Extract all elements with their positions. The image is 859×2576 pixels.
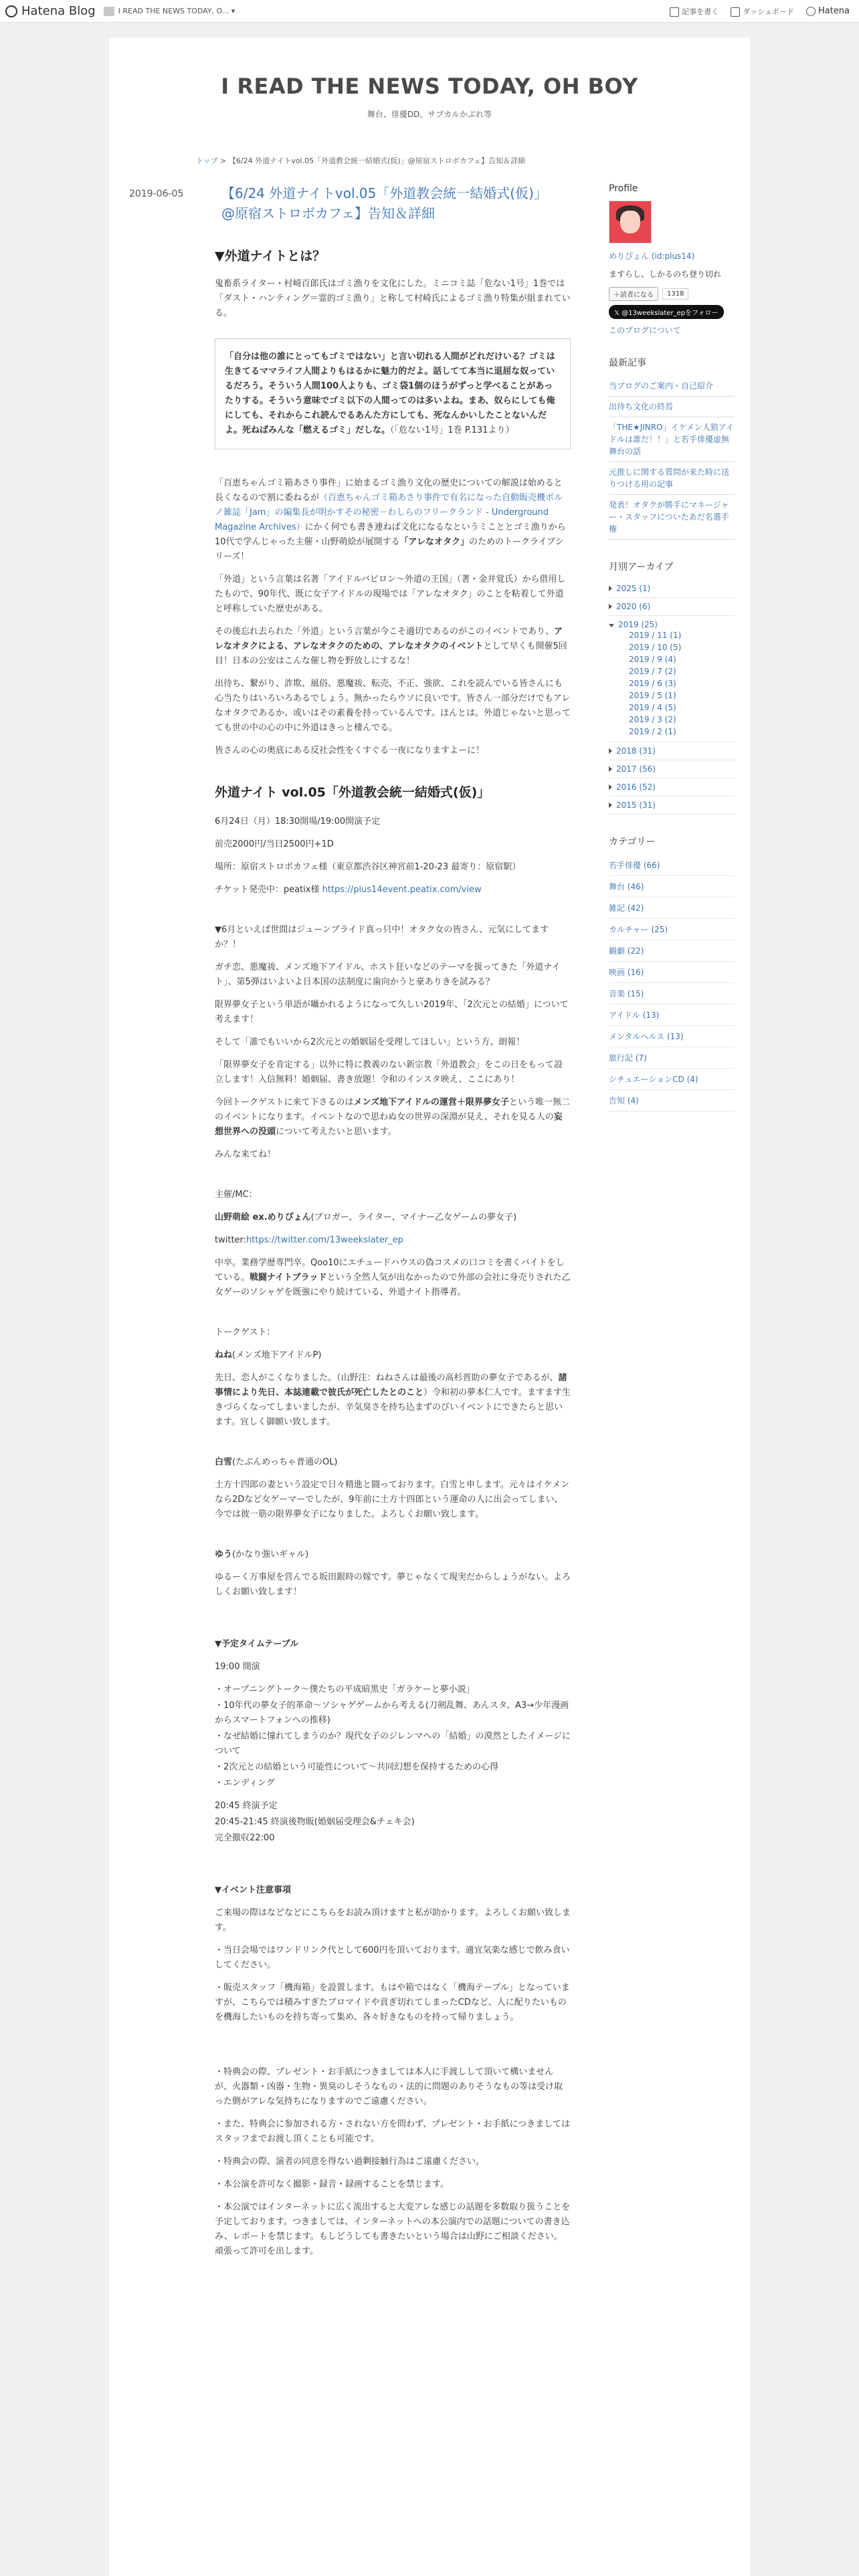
archive-month[interactable]: 2019 / 4 (5)	[629, 703, 676, 712]
archive-heading: 月別アーカイブ	[609, 562, 674, 572]
recent-entry-link[interactable]: 出待ち文化の終焉	[609, 397, 735, 417]
paragraph: そして「誰でもいいから2次元との婚姻届を受理してほしい」という方、朗報！	[215, 1037, 525, 1047]
notice-item: ・販売スタッフ「機海箱」を設置します。もはや箱ではなく「機海テーブル」となっていますが、こちらでは積みすぎたブロマイドや貢ぎ切れてしまったCDなど、人に配りたいものを機海したいものを持ち寄って集め、各々好きなものを持って帰りましょう。	[215, 1983, 570, 2022]
sidebar	[609, 183, 735, 1111]
notice-item: ・本公演ではインターネットに広く流出すると大変アレな感じの話題を多数取り扱うことを予定しております。つきましては、インターネットへの本公演内での話題についての書き込み、レポートを禁じます。もしどうしても書きたいという場合は山野にご相談ください。頑張って許可を出します。	[215, 2202, 571, 2256]
page-container	[109, 37, 750, 2576]
paragraph: みんな来てね！	[215, 1150, 276, 1160]
paragraph: 今回トークゲストに来て下さるのはメンズ地下アイドルの運営＋限界夢女子という唯一無二のイベントになります。イベントなので思わぬ女の世界の深淵が見え、それを見る人の妄想世界への没頭について考えたいと思います。	[215, 1097, 570, 1137]
paragraph: 「限界夢女子を肯定する」以外に特に教義のない新宗教「外道教会」をこの日をもって設立します！入信無料！婚姻届、書き放題！令和のインスタ映え、ここにあり！	[215, 1060, 563, 1085]
paragraph: ▼6月といえば世間はジューンブライド真っ只中！オタク女の皆さん、元気にしてますか？！	[215, 925, 549, 950]
quote-block	[215, 338, 571, 449]
timetable-item: 完全撤収22:00	[215, 1833, 275, 1843]
archive-month[interactable]: 2019 / 11 (1)	[629, 631, 682, 640]
hatena-blog-logo[interactable]: Hatena Blog	[5, 4, 96, 18]
category-link[interactable]: メンタルヘルス (13)	[609, 1026, 735, 1047]
guest-description: ゆるーく万事屋を営んでる坂田銀時の嫁です。夢じゃなくて現実だからしょうがない。よろしくお願い致します！	[215, 1572, 571, 1597]
category-link[interactable]: 告知 (4)	[609, 1090, 735, 1111]
paragraph: その後忘れ去られた「外道」という言葉が今こそ適切であるのがこのイベントであり、アレなオタクによる、アレなオタクのための、アレなオタクのイベントとして早くも開催5回目！日本の公安はこんな催し物を野放しにするな！	[215, 627, 567, 666]
caret-right-icon	[609, 586, 612, 591]
category-link[interactable]: 雑記 (42)	[609, 897, 735, 919]
paragraph: ガチ恋、悪魔祓、メンズ地下アイドル、ホスト狂いなどのテーマを扱ってきた「外道ナイト」、第5弾はいよいよ日本国の法制度に歯向かうと豪ありきを試みる？	[215, 962, 561, 987]
category-link[interactable]: カルチャー (25)	[609, 919, 735, 940]
category-link[interactable]: 映画 (16)	[609, 962, 735, 983]
archive-link[interactable]: （百恵ちゃんゴミ箱あさり事件で有名になった自動販売機ポルノ雑誌「Jam」の編集長が明かすその秘密－わしらのフリークランド - Underground Magazine Archives）	[215, 493, 563, 532]
timetable-item: ・10年代の夢女子的革命〜ソシャゲゲームから考える(刀剣乱舞、あんスタ、A3→少年漫画からスマートフォンへの推移)	[215, 1701, 569, 1725]
blog-selector[interactable]: I READ THE NEWS TODAY, O... ▾	[104, 7, 235, 16]
timetable-item: 20:45 終演予定	[215, 1801, 278, 1811]
entry-date[interactable]: 2019-06-05	[129, 189, 184, 199]
category-link[interactable]: アイドル (13)	[609, 1004, 735, 1026]
paragraph: 限界夢女子という単語が囁かれるようになって久しい2019年、「2次元との結婚」について考えます！	[215, 1000, 569, 1025]
profile-id-link[interactable]: めりぴょん (id:plus14)	[609, 251, 695, 261]
notice-item: ・本公演を許可なく撮影・録音・録画することを禁じます。	[215, 2179, 449, 2189]
about-blog-link[interactable]: このブログについて	[609, 326, 681, 335]
entry-content	[215, 249, 571, 2267]
event-heading: 外道ナイト vol.05「外道教会統一結婚式(仮)」	[215, 785, 490, 800]
guest-description: 土方十四郎の妻という設定で日々精進と闘っております。白雪と申します。元々はイケメンなら2Dなど女ゲーマーでしたが、9年前に土方十四郎という運命の人に出会ってしまい、今では彼一筋の限界夢女子になりました。よろしくお願い致します。	[215, 1480, 570, 1519]
archive-month[interactable]: 2019 / 9 (4)	[629, 655, 676, 664]
profile-heading: Profile	[609, 183, 638, 194]
notice-item: ・また、特典会に参加される方・されない方を問わず、プレゼント・お手紙につきましてはスタッフまでお渡し頂くことも可能です。	[215, 2119, 571, 2144]
guest-name: 白雪(たぶんめっちゃ普通のOL)	[215, 1457, 338, 1467]
timetable-item: 20:45-21:45 終演後物販(婚姻届受理会&チェキ会)	[215, 1817, 415, 1827]
host-name: 山野萌絵 ex.めりぴょん(ブロガー、ライター、マイナー乙女ゲームの夢女子)	[215, 1212, 517, 1222]
guest-name: ねね(メンズ地下アイドルP)	[215, 1350, 322, 1360]
quote-text: 「自分は他の誰にとってもゴミではない」と言い切れる人間がどれだけいる？ゴミは生きてるママライフ人間よりもはるかに魅力的だよ。話してて本当に退屈な奴っているだろう。そういう人間100人よりも、ゴミ袋1個のほうがずっと学べることがあったりする。そういう意味でゴミ以下の人間ってのは多いよね。まあ、奴らにしても俺にしても、それからこれ読んでるあんた方にしても、死なんかいしたことないんだよ。死ねばみんな「燃えるゴミ」だしな。	[225, 352, 555, 435]
archive-month[interactable]: 2019 / 7 (2)	[629, 667, 676, 676]
guest-label: トークゲスト：	[215, 1327, 276, 1337]
caret-down-icon	[609, 624, 614, 627]
recent-entry-link[interactable]: 発表！オタクが勝手にマネージャー・スタッフについたあだ名選手権	[609, 495, 735, 540]
notice-item: ・特典会の際、プレゼント・お手紙につきましては本人に手渡しして頂いて構いませんが、火器類・凶器・生物・異臭のしそうなもの・法的に問題のありそうなもの等は受け取った側がアレな気持ちになりますのでご遠慮ください。	[215, 2067, 563, 2107]
archive-year[interactable]: 2020 (6)	[609, 598, 735, 616]
blog-thumbnail-icon	[104, 7, 114, 16]
quote-source: （「危ない1号」1巻 P.131より）	[390, 425, 514, 435]
breadcrumb-separator: >	[220, 156, 227, 165]
category-link[interactable]: 旅行記 (7)	[609, 1047, 735, 1069]
recent-heading: 最新記事	[609, 358, 646, 368]
hatena-logo-icon	[5, 5, 17, 17]
notice-item: ・当日会場ではワンドリンク代として600円を頂いております。適宜気楽な感じで飲み食いしてください。	[215, 1945, 570, 1970]
hatena-icon	[806, 7, 816, 16]
chevron-down-icon: ▾	[229, 7, 235, 15]
section-heading: ▼外道ナイトとは？	[215, 249, 326, 263]
archive-year[interactable]: 2019 (25) 2019 / 11 (1) 2019 / 10 (5) 2019 / 9 (4) 2019 / 7 (2) 2019 / 6 (3) 2019 / 5 (1) 2019 / 4 (5) 2019 / 3 (2) 2019 / 2 (1)	[609, 616, 735, 742]
archive-year[interactable]: 2017 (56)	[609, 760, 735, 778]
archive-month[interactable]: 2019 / 10 (5)	[629, 643, 682, 652]
caret-right-icon	[609, 766, 612, 772]
event-venue: 場所：原宿ストロボカフェ様（東京都渋谷区神宮前1-20-23 最寄り：原宿駅）	[215, 862, 521, 872]
category-link[interactable]: シチュエーションCD (4)	[609, 1069, 735, 1090]
host-twitter: twitter:https://twitter.com/13weekslater_ep	[215, 1235, 403, 1245]
paragraph: 出待ち、繋がり、詐欺、風俗、悪魔祓、転売、不正、強欲、これを読んでいる皆さんにも心当たりはいろいろあるでしょう。無かったらウソに良いです。皆さん一部分だけでもアレなオタクであるか、或いはその素養を持っているんです。ほんとは。外道じゃないと思ってても世の中の心の中に外道はきっと棲んでる。	[215, 679, 571, 733]
caret-right-icon	[609, 604, 612, 609]
category-link[interactable]: 若手俳優 (66)	[609, 855, 735, 876]
entry-title[interactable]: 【6/24 外道ナイトvol.05「外道教会統一結婚式(仮)」@原宿ストロボカフェ】告知＆詳細	[221, 185, 547, 221]
archive-month[interactable]: 2019 / 5 (1)	[629, 691, 676, 700]
event-datetime: 6月24日（月）18:30開場/19:00開演予定	[215, 817, 381, 827]
notice-item: ご来場の際はなどなどにこちらをお読み頂けますと私が助かります。よろしくお願い致します。	[215, 1908, 571, 1933]
archive-month[interactable]: 2019 / 3 (2)	[629, 715, 676, 724]
breadcrumb	[196, 155, 525, 166]
breadcrumb-top-link[interactable]: トップ	[196, 156, 218, 165]
timetable-item: ・2次元との結婚という可能性について〜共同幻想を保持するための心得	[215, 1762, 499, 1772]
timetable-item: ・エンディング	[215, 1778, 275, 1788]
archive-year[interactable]: 2016 (52)	[609, 778, 735, 796]
twitter-link[interactable]: https://twitter.com/13weekslater_ep	[246, 1235, 403, 1245]
avatar[interactable]	[609, 201, 652, 243]
archive-month[interactable]: 2019 / 2 (1)	[629, 727, 676, 736]
profile-bio: ますらし、しかるのち登り切れ	[609, 270, 722, 279]
event-price: 前売2000円/当日2500円+1D	[215, 839, 334, 849]
recent-entry-link[interactable]: 元推しに関する質問が来た時に送りつける用の記事	[609, 462, 735, 495]
recent-entry-link[interactable]: 当ブログのご案内・自己紹介	[609, 376, 735, 397]
write-button[interactable]: 記事を書く	[670, 6, 719, 17]
archive-month[interactable]: 2019 / 6 (3)	[629, 679, 676, 688]
caret-right-icon	[609, 802, 612, 808]
archive-year[interactable]: 2025 (1)	[609, 580, 735, 598]
archive-year[interactable]: 2018 (31)	[609, 742, 735, 760]
notice-item: ・特典会の際、演者の同意を得ない過剰接触行為はご遠慮ください。	[215, 2157, 485, 2167]
breadcrumb-current: 【6/24 外道ナイトvol.05「外道教会統一結婚式(仮)」@原宿ストロボカフェ】告知＆詳細	[228, 156, 526, 165]
x-icon: 𝕏	[614, 310, 622, 317]
guest-name: ゆう(かなり強いギャル)	[215, 1549, 309, 1560]
notice-heading: ▼イベント注意事項	[215, 1885, 291, 1895]
blog-description: 舞台、俳優DD。サブカルかぶれ等	[367, 110, 492, 119]
subscribe-button[interactable]: ＋読者になる	[609, 287, 658, 301]
caret-right-icon	[609, 748, 612, 754]
pencil-icon	[670, 7, 679, 17]
guest-description: 先日、恋人がこくなりました。（山野注：ねねさんは最後の高杉晋助の夢女子であるが、諸事情により先日、本誌連載で彼氏が死亡したとのこと）令和初の夢本仁人です。ますます生きづらくなってしまいましたが、辛気臭さを持ち込まずのびいイベントにできたらと思います。宜しく御願い致します。	[215, 1373, 571, 1427]
host-label: 主催/MC：	[215, 1190, 258, 1200]
archive-year[interactable]: 2015 (31)	[609, 796, 735, 815]
x-follow-button[interactable]: 𝕏 @13weekslater_epをフォロー	[609, 305, 724, 319]
paragraph: 「百恵ちゃんゴミ箱あさり事件」に始まるゴミ漁り文化の歴史についての解説は始めると長くなるので割に委ねるが（百恵ちゃんゴミ箱あさり事件で有名になった自動販売機ポルノ雑誌「Jam」の編集長が明かすその秘密－わしらのフリークランド - Underground Magazine Archives）にかく何でも書き連ねば文化になるなというミこととゴミ漁りから10代で学んじゃった主催・山野萌絵が展開する「アレなオタク」のためのトークライブシリーズ！	[215, 478, 566, 562]
ticket-link[interactable]: https://plus14event.peatix.com/view	[322, 885, 482, 895]
timetable-item: ・なぜ結婚に憧れてしまうのか？現代女子のジレンマへの「結婚」の漠然としたイメージについて	[215, 1731, 571, 1756]
blog-title[interactable]: I READ THE NEWS TODAY, OH BOY	[221, 74, 638, 99]
global-header	[0, 0, 859, 23]
category-link[interactable]: 舞台 (46)	[609, 876, 735, 897]
timetable-heading: ▼予定タイムテーブル	[215, 1639, 299, 1649]
category-link[interactable]: 音楽 (15)	[609, 983, 735, 1004]
caret-right-icon	[609, 784, 612, 790]
category-link[interactable]: 観劇 (22)	[609, 940, 735, 962]
paragraph: 「外道」という言葉は名著「アイドルバビロン～外道の王国」（著・金井覚氏）から借用したもので、90年代、既に女子アイドルの現場では「アレなオタク」のことを粘着して外道と呼称していた歴史がある。	[215, 574, 566, 614]
category-heading: カテゴリー	[609, 837, 656, 847]
hatena-menu[interactable]: Hatena	[806, 6, 850, 16]
recent-entry-link[interactable]: 「THE★JINRO」イケメン人狼アイドルは誰だ！！」と若手俳優虚無舞台の話	[609, 417, 735, 462]
subscriber-count: 1318	[662, 288, 688, 300]
host-description: 中卒。業務学歴専門卒。Qoo10にエチュードハウスの偽コスメの口コミを書くバイトをしている。戦闘ナイトブラッドという全然人気が出なかったので外部の会社に身売りされた乙女ゲーのソシャゲを既強にやり続けている、外道ナイト指導者。	[215, 1258, 571, 1297]
dashboard-button[interactable]: ダッシュボード	[731, 6, 794, 17]
paragraph: 皆さんの心の奥底にある反社会性をくすぐる一夜になりますよーに！	[215, 746, 485, 756]
timetable-item: ・オープニングトーク〜僕たちの平成暗黒史「ガラケーと夢小説」	[215, 1685, 475, 1695]
paragraph: 鬼畜系ライター・村崎百郎氏はゴミ漁りを文化にした。ミニコミ誌「危ない1号」1巻では「ダスト・ハンティング＝霊的ゴミ漁り」と称して村崎氏によるゴミ漁り特集が組まれている。	[215, 279, 571, 318]
event-ticket: チケット発売中：peatix様 https://plus14event.peatix.com/view	[215, 885, 482, 895]
timetable-item: 19:00 開演	[215, 1662, 260, 1672]
dashboard-icon	[731, 7, 740, 17]
